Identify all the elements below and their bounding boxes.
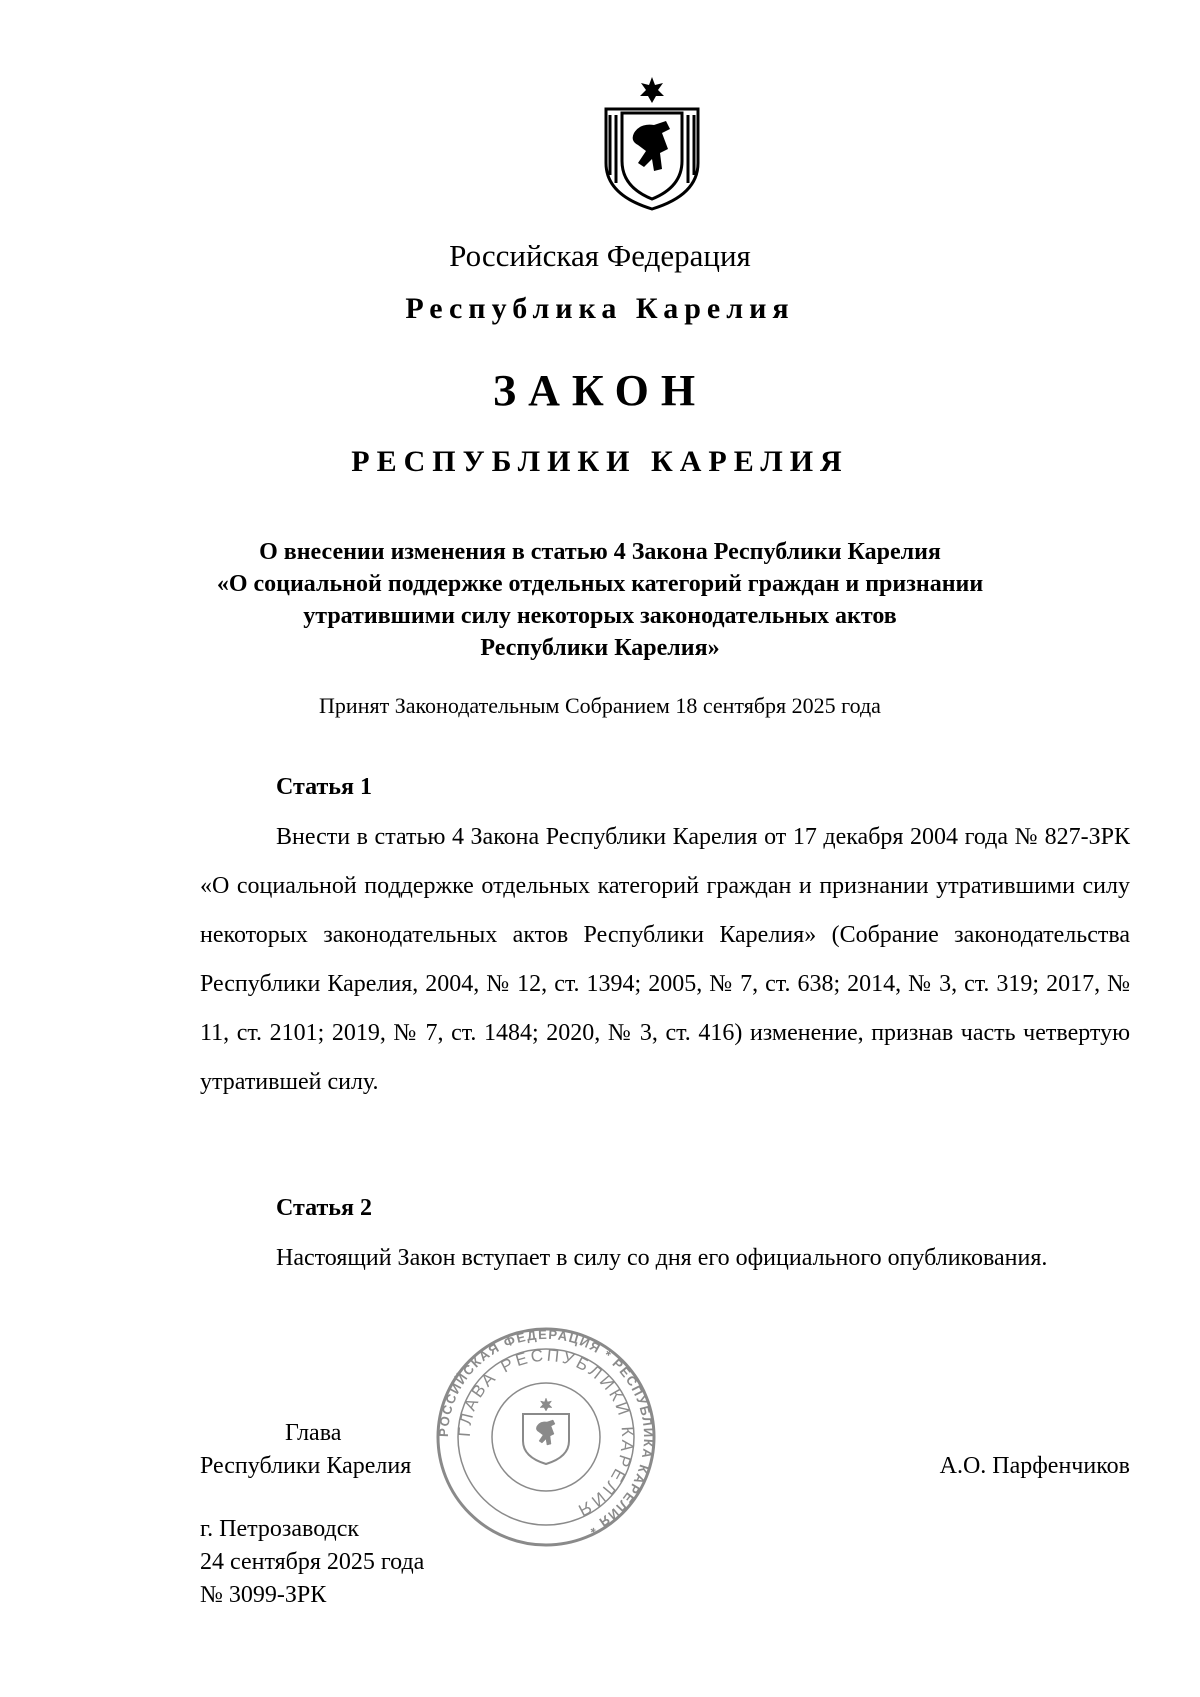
signing-place: г. Петрозаводск: [200, 1516, 360, 1542]
signing-date: 24 сентября 2025 года: [200, 1549, 425, 1575]
document-type: ЗАКОН: [492, 366, 708, 415]
seal-inner-text: ГЛАВА РЕСПУБЛИКИ КАРЕЛИЯ: [454, 1345, 638, 1522]
law-number: № 3099-ЗРК: [200, 1582, 327, 1608]
adoption-note: Принят Законодательным Собранием 18 сентября 2025 года: [319, 693, 881, 718]
document-type-subtitle: РЕСПУБЛИКИ КАРЕЛИЯ: [351, 445, 849, 478]
seal-outer-text: РОССИЙСКАЯ ФЕДЕРАЦИЯ * РЕСПУБЛИКА КАРЕЛИЯ *: [436, 1327, 656, 1538]
country-name: Российская Федерация: [449, 238, 751, 273]
signatory-name: А.О. Парфенчиков: [939, 1453, 1130, 1479]
official-seal-icon: [436, 1327, 656, 1547]
article-2-text: Настоящий Закон вступает в силу со дня его официального опубликования.: [276, 1245, 1048, 1271]
article-1-heading: Статья 1: [276, 774, 372, 800]
article-1-text: Внести в статью 4 Закона Республики Карелия от 17 декабря 2004 года № 827-ЗРК «О социальной поддержке отдельных категорий граждан и признании утратившими силу некоторых законодательных актов Республики Карелия» (Собрание законодательства Республики Карелия, 2004, № 12, ст. 1394; 2005, № 7, ст. 638; 2014, № 3, ст. 319; 2017, № 11, ст. 2101; 2019, № 7, ст. 1484; 2020, № 3, ст. 416) изменение, признав часть четвертую утратившей силу.: [200, 824, 1130, 1095]
law-title: [200, 536, 1000, 664]
law-title-line: Республики Карелия»: [480, 635, 720, 661]
signatory-position-line2: Республики Карелия: [200, 1453, 412, 1479]
law-title-line: утратившими силу некоторых законодательных актов: [303, 603, 897, 629]
signatory-position-line1: Глава: [285, 1420, 342, 1446]
republic-name: Республика Карелия: [405, 292, 795, 325]
article-2-heading: Статья 2: [276, 1195, 372, 1221]
karelia-coat-of-arms-icon: [600, 75, 704, 211]
law-title-line: «О социальной поддержке отдельных категорий граждан и признании: [216, 571, 984, 597]
law-title-line: О внесении изменения в статью 4 Закона Республики Карелия: [259, 539, 941, 565]
